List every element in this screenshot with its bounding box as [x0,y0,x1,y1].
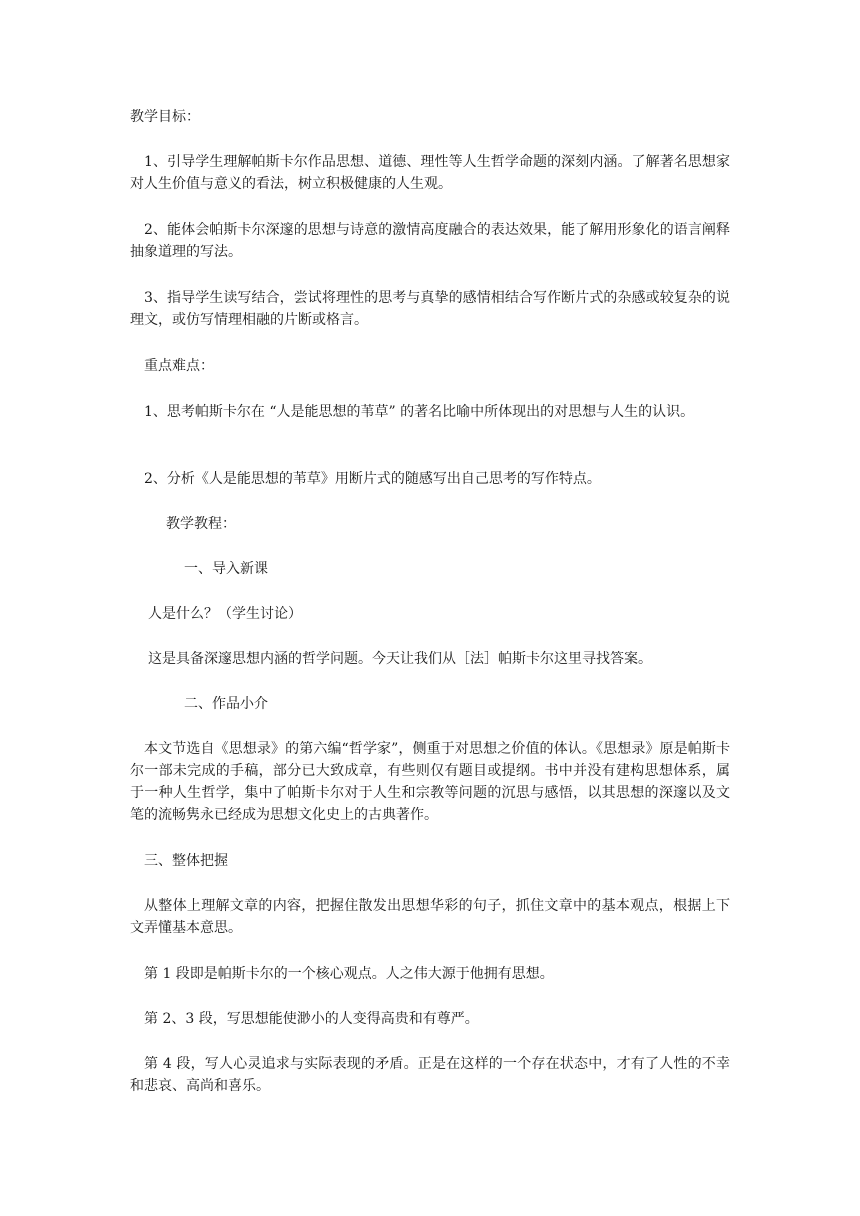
section-1-heading: 一、导入新课 [184,561,268,577]
section-3-heading: 三、整体把握 [144,853,228,869]
paragraph-1: 第 1 段即是帕斯卡尔的一个核心观点。人之伟大源于他拥有思想。 [144,966,554,982]
objective-1: 1、引导学生理解帕斯卡尔作品思想、道德、理性等人生哲学命题的深刻内涵。了解著名思想家对人生价值与意义的看法，树立积极健康的人生观。 [130,154,730,192]
section-3-text: 从整体上理解文章的内容，把握住散发出思想华彩的句子，抓住文章中的基本观点，根据上下文弄懂基本意思。 [130,898,730,936]
section-1-question: 人是什么？（学生讨论） [148,606,302,622]
objective-3: 3、指导学生读写结合，尝试将理性的思考与真挚的感情相结合写作断片式的杂感或较复杂的说理文，或仿写情理相融的片断或格言。 [130,290,730,328]
paragraph-2-3: 第 2、3 段，写思想能使渺小的人变得高贵和有尊严。 [144,1011,479,1027]
key-point-1: 1、思考帕斯卡尔在 “人是能思想的苇草” 的著名比喻中所体现出的对思想与人生的认识。 [144,404,695,420]
section-2-heading: 二、作品小介 [184,696,268,712]
key-points-heading: 重点难点： [144,358,214,374]
paragraph-4: 第 4 段，写人心灵追求与实际表现的矛盾。正是在这样的一个存在状态中，才有了人性的不幸和悲哀、高尚和喜乐。 [130,1056,730,1094]
key-point-2: 2、分析《人是能思想的苇草》用断片式的随感写出自己思考的写作特点。 [144,471,601,487]
section-1-text: 这是具备深邃思想内涵的哲学问题。今天让我们从［法］帕斯卡尔这里寻找答案。 [148,651,652,667]
objectives-heading: 教学目标： [130,109,200,125]
process-heading: 教学教程： [166,516,236,532]
section-2-text: 本文节选自《思想录》的第六编“哲学家”，侧重于对思想之价值的体认。《思想录》原是帕斯卡尔一部未完成的手稿，部分已大致成章，有些则仅有题目或提纲。书中并没有建构思想体系，属于一种人生哲学，集中了帕斯卡尔对于人生和宗教等问题的沉思与感悟，以其思想的深邃以及文笔的流畅隽永已经成为思想文化史上的古典著作。 [130,741,730,823]
objective-2: 2、能体会帕斯卡尔深邃的思想与诗意的激情高度融合的表达效果，能了解用形象化的语言阐释抽象道理的写法。 [130,222,730,260]
